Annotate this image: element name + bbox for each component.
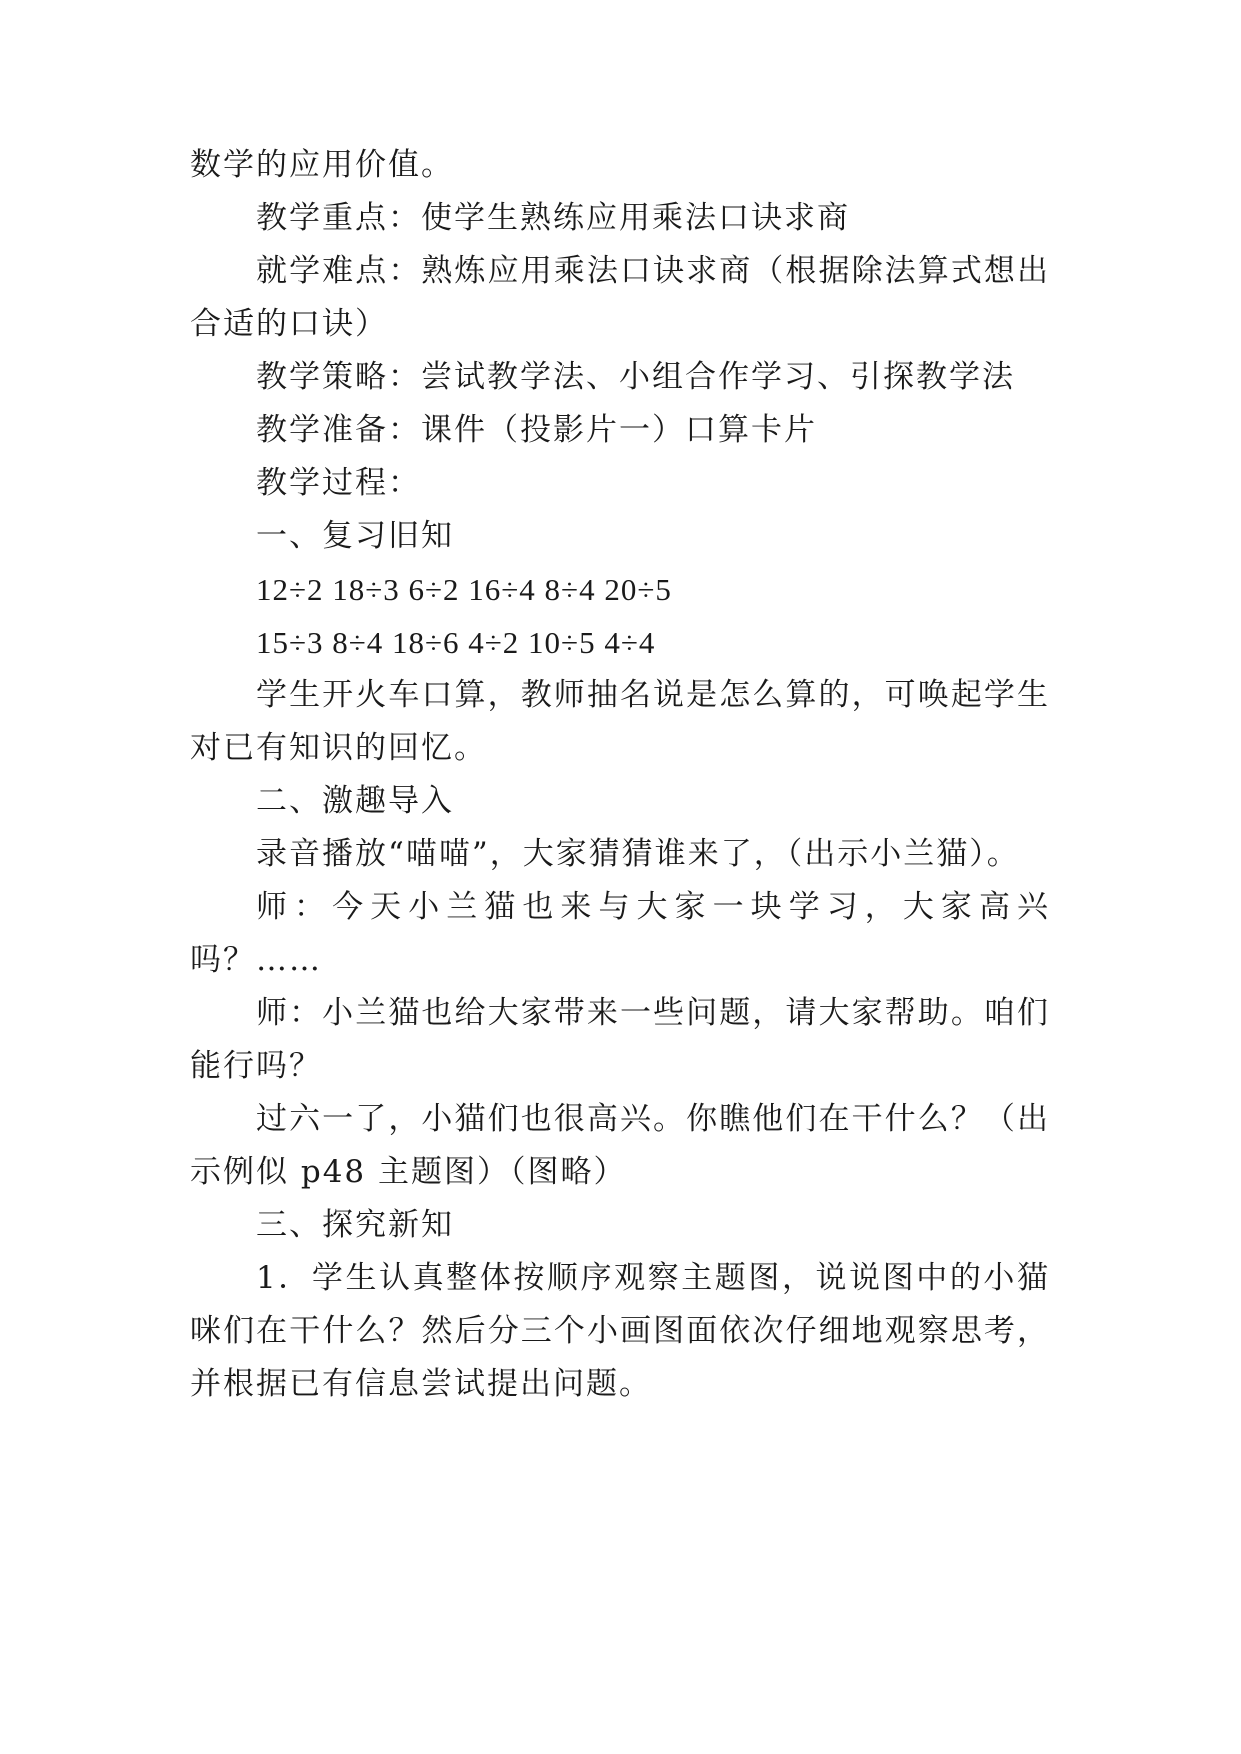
teaching-focus: 教学重点：使学生熟练应用乘法口诀求商 — [256, 200, 850, 236]
teaching-preparation: 教学准备：课件（投影片一）口算卡片 — [256, 412, 817, 448]
observe-line2: 咪们在干什么？然后分三个小画图面依次仔细地观察思考， — [190, 1313, 1050, 1349]
section-heading-intro: 二、激趣导入 — [256, 783, 454, 819]
teacher-line-2b: 能行吗？ — [190, 1048, 322, 1084]
teaching-difficulty-line1: 就学难点：熟炼应用乘法口诀求商（根据除法算式想出 — [256, 253, 1050, 289]
teaching-process-label: 教学过程： — [256, 465, 421, 501]
recording-paragraph: 录音播放“喵喵”，大家猜猜谁来了，（出示小兰猫）。 — [256, 836, 1020, 872]
teacher-line-2a: 师：小兰猫也给大家带来一些问题，请大家帮助。咱们 — [256, 995, 1050, 1031]
paragraph-continuation: 数学的应用价值。 — [190, 147, 454, 183]
children-day-line1: 过六一了，小猫们也很高兴。你瞧他们在干什么？（出 — [256, 1101, 1050, 1137]
observe-line3: 并根据已有信息尝试提出问题。 — [190, 1366, 652, 1402]
section-heading-review: 一、复习旧知 — [256, 518, 454, 554]
teacher-line-1b: 吗？…… — [190, 942, 322, 978]
observe-line1: 1．学生认真整体按顺序观察主题图，说说图中的小猫 — [256, 1260, 1050, 1296]
oral-calc-line2: 对已有知识的回忆。 — [190, 730, 487, 766]
teaching-difficulty-line2: 合适的口诀） — [190, 306, 388, 342]
section-heading-explore: 三、探究新知 — [256, 1207, 454, 1243]
teacher-line-1a: 师：今天小兰猫也来与大家一块学习，大家高兴 — [256, 889, 1050, 925]
teaching-strategy: 教学策略：尝试教学法、小组合作学习、引探教学法 — [256, 359, 1015, 395]
exercise-row-1: 12÷2 18÷3 6÷2 16÷4 8÷4 20÷5 — [256, 572, 672, 607]
exercise-row-2: 15÷3 8÷4 18÷6 4÷2 10÷5 4÷4 — [256, 625, 656, 660]
children-day-line2: 示例似 p48 主题图）（图略） — [190, 1154, 627, 1190]
oral-calc-line1: 学生开火车口算，教师抽名说是怎么算的，可唤起学生 — [256, 677, 1050, 713]
